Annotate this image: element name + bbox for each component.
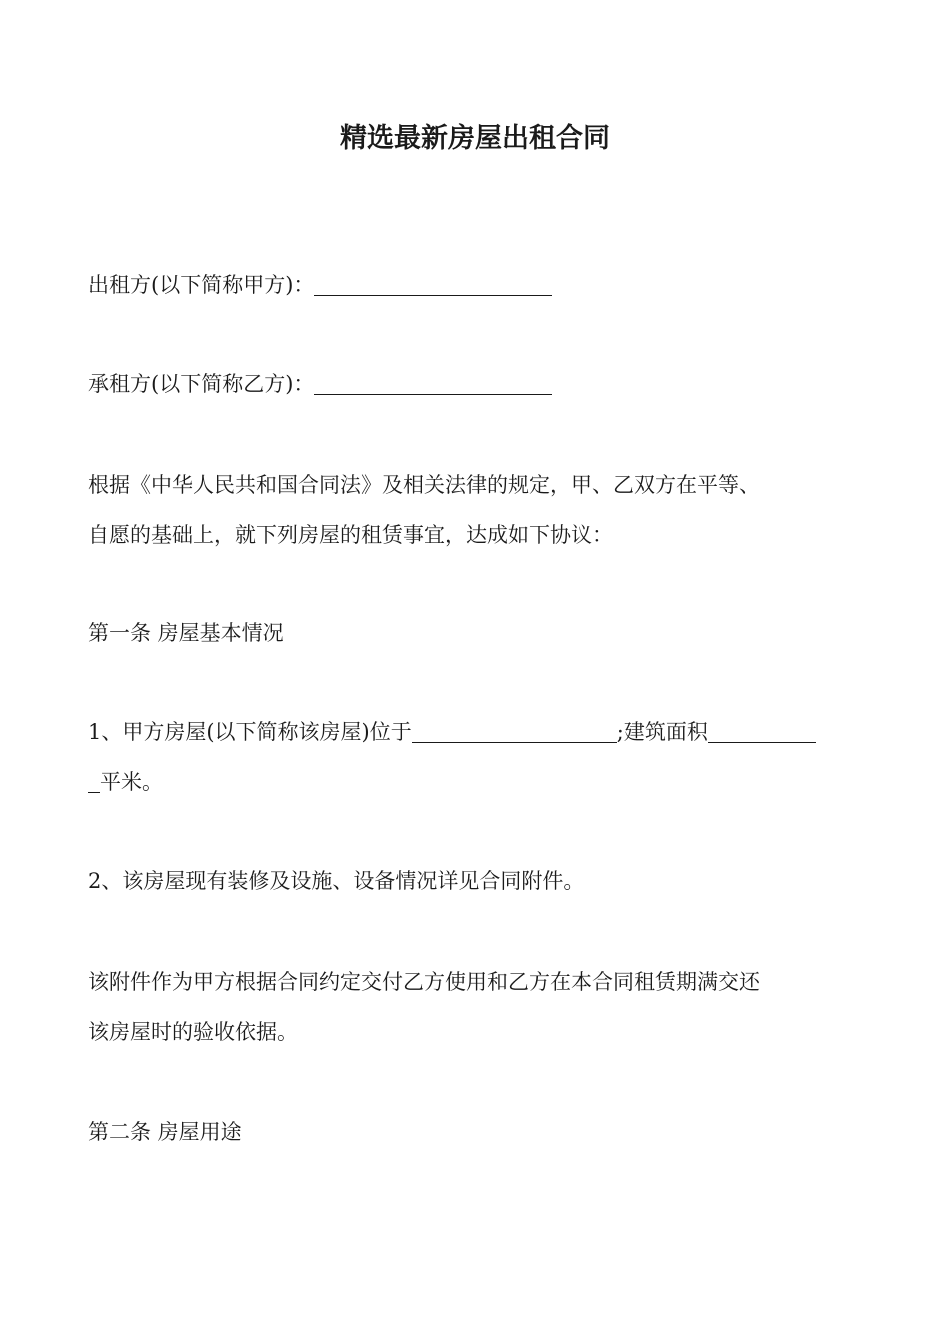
item-1-area-label: ;建筑面积 xyxy=(616,720,708,744)
area-blank-continued xyxy=(88,772,100,793)
area-blank xyxy=(708,722,816,743)
item-1-unit: 平米。 xyxy=(100,770,163,794)
lessee-line xyxy=(88,359,878,409)
annex-line-2: 该房屋时的验收依据。 xyxy=(88,1020,298,1044)
article-1-heading: 第一条 房屋基本情况 xyxy=(88,621,284,645)
document-title: 精选最新房屋出租合同 xyxy=(340,123,610,154)
location-blank xyxy=(412,722,617,743)
preamble-line-2: 自愿的基础上，就下列房屋的租赁事宜，达成如下协议： xyxy=(88,523,613,547)
lessee-label: 承租方(以下简称乙方)： xyxy=(88,372,315,396)
preamble-line-1: 根据《中华人民共和国合同法》及相关法律的规定，甲、乙双方在平等、 xyxy=(88,473,760,497)
article-2-heading: 第二条 房屋用途 xyxy=(88,1120,242,1144)
item-1-line-1 xyxy=(88,707,878,757)
annex-paragraph xyxy=(88,957,878,1057)
annex-line-1: 该附件作为甲方根据合同约定交付乙方使用和乙方在本合同租赁期满交还 xyxy=(88,970,760,994)
lessor-blank xyxy=(314,275,552,296)
lessor-line xyxy=(88,260,878,310)
lessor-label: 出租方(以下简称甲方)： xyxy=(88,273,315,297)
item-1-paragraph xyxy=(88,707,878,807)
item-2-paragraph: 2、该房屋现有装修及设施、设备情况详见合同附件。 xyxy=(88,869,585,893)
item-1-location-label: 1、甲方房屋(以下简称该房屋)位于 xyxy=(88,720,412,744)
lessee-blank xyxy=(314,374,552,395)
preamble-paragraph xyxy=(88,460,878,560)
item-1-line-2 xyxy=(88,757,878,807)
